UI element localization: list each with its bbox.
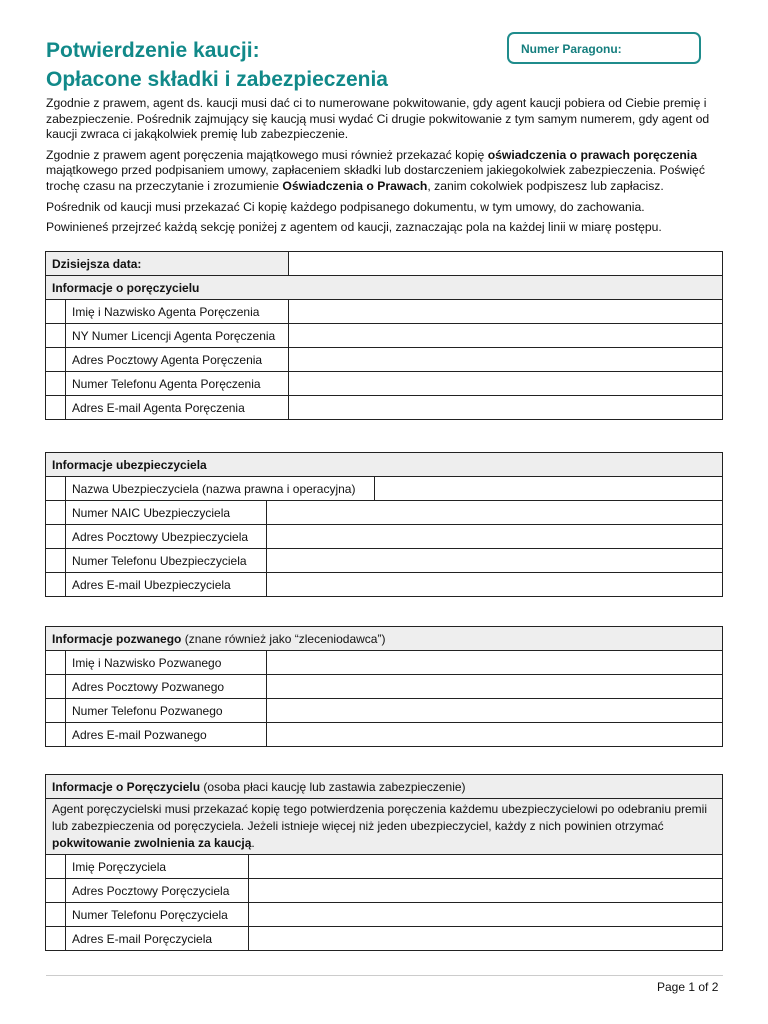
guarantor-name-input[interactable]: [249, 855, 723, 879]
guarantor-section-title: [46, 775, 723, 799]
insurer-section-title: Informacje ubezpieczyciela: [46, 453, 723, 477]
defendant-email-input[interactable]: [267, 723, 723, 747]
table-row: [46, 501, 723, 525]
defendant-phone-input[interactable]: [267, 699, 723, 723]
row-label: Nazwa Ubezpieczyciela (nazwa prawna i operacyjna): [66, 477, 375, 501]
row-checkbox[interactable]: [46, 549, 66, 573]
table-row: [46, 396, 723, 420]
row-label: Numer Telefonu Pozwanego: [66, 699, 267, 723]
row-label: Adres E-mail Pozwanego: [66, 723, 267, 747]
row-label: Adres Pocztowy Pozwanego: [66, 675, 267, 699]
row-label: Numer Telefonu Agenta Poręczenia: [66, 372, 289, 396]
defendant-section-header: [46, 627, 723, 651]
agent-license-input[interactable]: [289, 324, 723, 348]
agent-section-header: [46, 276, 723, 300]
guarantor-note: [46, 799, 723, 855]
guarantor-heading-bold: Informacje o Poręczycielu: [52, 779, 201, 794]
defendant-address-input[interactable]: [267, 675, 723, 699]
agent-info-table: [45, 251, 723, 420]
row-label: Imię i Nazwisko Pozwanego: [66, 651, 267, 675]
footer-divider: [46, 975, 723, 976]
row-checkbox[interactable]: [46, 525, 66, 549]
receipt-number-label: Numer Paragonu:: [521, 42, 622, 56]
agent-phone-input[interactable]: [289, 372, 723, 396]
row-label: Adres Pocztowy Agenta Poręczenia: [66, 348, 289, 372]
table-row: [46, 477, 723, 501]
row-checkbox[interactable]: [46, 651, 66, 675]
row-label: Imię i Nazwisko Agenta Poręczenia: [66, 300, 289, 324]
date-input[interactable]: [289, 252, 723, 276]
table-row: [46, 324, 723, 348]
page-title: [46, 36, 388, 94]
table-row: [46, 879, 723, 903]
page-number: Page 1 of 2: [657, 980, 719, 994]
table-row: [46, 927, 723, 951]
defendant-heading-note: (znane również jako “zleceniodawca”): [181, 631, 386, 646]
defendant-name-input[interactable]: [267, 651, 723, 675]
row-label: Adres Pocztowy Ubezpieczyciela: [66, 525, 267, 549]
row-checkbox[interactable]: [46, 372, 66, 396]
intro-paragraph-1: Zgodnie z prawem, agent ds. kaucji musi dać ci to numerowane pokwitowanie, gdy agent kaucji pobiera od Ciebie premię i zabezpieczenie. Pośrednik zajmujący się kaucją musi wydać Ci drugie pokwitowanie z tym samym numerem, gdy agent od kaucji zwraca ci jakąkolwiek premię lub zabezpieczenie.: [46, 96, 710, 142]
table-row: [46, 348, 723, 372]
row-label: Adres E-mail Agenta Poręczenia: [66, 396, 289, 420]
row-label: Numer Telefonu Poręczyciela: [66, 903, 249, 927]
date-label: Dzisiejsza data:: [46, 252, 289, 276]
row-label: Adres E-mail Ubezpieczyciela: [66, 573, 267, 597]
insurer-address-input[interactable]: [267, 525, 723, 549]
table-row: [46, 723, 723, 747]
guarantor-note-bold: pokwitowanie zwolnienia za kaucją: [52, 836, 252, 850]
row-checkbox[interactable]: [46, 348, 66, 372]
insurer-naic-input[interactable]: [267, 501, 723, 525]
title-line-2: Opłacone składki i zabezpieczenia: [46, 68, 388, 91]
table-row: [46, 300, 723, 324]
date-row: [46, 252, 723, 276]
row-checkbox[interactable]: [46, 675, 66, 699]
row-checkbox[interactable]: [46, 855, 66, 879]
row-checkbox[interactable]: [46, 723, 66, 747]
table-row: [46, 372, 723, 396]
intro-p2-bold-statement: Oświadczenia o Prawach: [282, 178, 428, 193]
insurer-info-table: [45, 452, 723, 597]
row-label: Adres E-mail Poręczyciela: [66, 927, 249, 951]
guarantor-section-header: [46, 775, 723, 799]
guarantor-address-input[interactable]: [249, 879, 723, 903]
title-line-1: Potwierdzenie kaucji:: [46, 39, 260, 62]
row-checkbox[interactable]: [46, 573, 66, 597]
intro-text: [46, 96, 726, 241]
row-checkbox[interactable]: [46, 396, 66, 420]
guarantor-note-text: Agent poręczycielski musi przekazać kopię tego potwierdzenia poręczenia każdemu ubezpieczycielowi po odebraniu premii lub zabezpieczenia od poręczyciela. Jeżeli istnieje więcej niż jeden ubezpieczyciel, każdy z nich powinien otrzymać: [52, 802, 708, 833]
insurer-section-header: [46, 453, 723, 477]
intro-p2-bold-rights: oświadczenia o prawach poręczenia: [487, 147, 697, 162]
row-label: Adres Pocztowy Poręczyciela: [66, 879, 249, 903]
guarantor-heading-note: (osoba płaci kaucję lub zastawia zabezpieczenie): [200, 779, 466, 794]
table-row: [46, 699, 723, 723]
table-row: [46, 549, 723, 573]
table-row: [46, 651, 723, 675]
row-label: Imię Poręczyciela: [66, 855, 249, 879]
intro-paragraph-3: Pośrednik od kaucji musi przekazać Ci kopię każdego podpisanego dokumentu, w tym umowy, do zachowania.: [46, 199, 645, 214]
table-row: [46, 903, 723, 927]
row-checkbox[interactable]: [46, 324, 66, 348]
row-checkbox[interactable]: [46, 927, 66, 951]
guarantor-email-input[interactable]: [249, 927, 723, 951]
guarantor-note-end: .: [251, 836, 255, 850]
guarantor-phone-input[interactable]: [249, 903, 723, 927]
agent-name-input[interactable]: [289, 300, 723, 324]
row-checkbox[interactable]: [46, 879, 66, 903]
intro-paragraph-2: [46, 148, 726, 195]
defendant-info-table: [45, 626, 723, 747]
row-checkbox[interactable]: [46, 903, 66, 927]
row-label: NY Numer Licencji Agenta Poręczenia: [66, 324, 289, 348]
insurer-phone-input[interactable]: [267, 549, 723, 573]
guarantor-note-row: [46, 799, 723, 855]
intro-p2-part-e: , zanim cokolwiek podpiszesz lub zapłacisz.: [427, 178, 664, 193]
row-checkbox[interactable]: [46, 300, 66, 324]
row-label: Numer NAIC Ubezpieczyciela: [66, 501, 267, 525]
row-label: Numer Telefonu Ubezpieczyciela: [66, 549, 267, 573]
agent-email-input[interactable]: [289, 396, 723, 420]
row-checkbox[interactable]: [46, 699, 66, 723]
table-row: [46, 675, 723, 699]
row-checkbox[interactable]: [46, 477, 66, 501]
intro-paragraph-4: Powinieneś przejrzeć każdą sekcję poniżej z agentem od kaucji, zaznaczając pola na każdej linii w miarę postępu.: [46, 220, 662, 235]
guarantor-info-table: [45, 774, 723, 951]
table-row: [46, 573, 723, 597]
insurer-name-input[interactable]: [375, 477, 723, 501]
agent-section-title: Informacje o poręczycielu: [46, 276, 723, 300]
row-checkbox[interactable]: [46, 501, 66, 525]
defendant-section-title: [46, 627, 723, 651]
intro-p2-part-c: majątkowego przed podpisaniem umowy, zapłaceniem składki lub dostarczeniem jakiegokolwiek zabezpieczenia. Poświęć trochę czasu na przeczytanie i zrozumienie: [46, 163, 705, 193]
defendant-heading-bold: Informacje pozwanego: [52, 631, 182, 646]
insurer-email-input[interactable]: [267, 573, 723, 597]
intro-p2-part-a: Zgodnie z prawem agent poręczenia majątkowego musi również przekazać kopię: [46, 147, 488, 162]
table-row: [46, 525, 723, 549]
table-row: [46, 855, 723, 879]
receipt-number-field[interactable]: [507, 32, 701, 64]
agent-address-input[interactable]: [289, 348, 723, 372]
